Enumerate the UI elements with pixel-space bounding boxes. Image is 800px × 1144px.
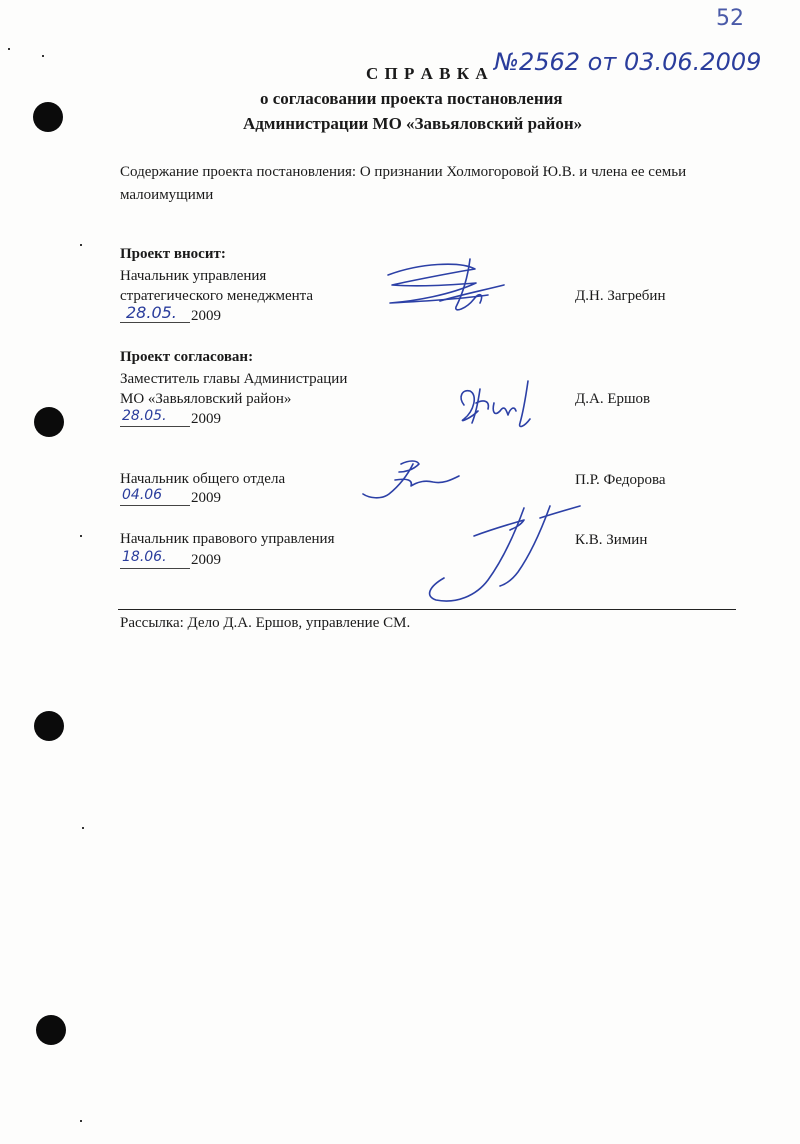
- date-underline: [120, 322, 190, 323]
- scan-speck: [8, 48, 10, 50]
- document-title: С П Р А В К А: [366, 64, 489, 83]
- separator-line: [118, 609, 736, 610]
- approved-heading: Проект согласован:: [120, 349, 254, 365]
- submitter-year: 2009: [191, 308, 221, 324]
- registration-number-handwritten: №2562 от 03.06.2009: [494, 48, 762, 76]
- submitter-position-line2: стратегического менеджмента: [120, 288, 314, 304]
- signer2-date-handwritten: 04.06: [122, 487, 163, 503]
- signer3-date-handwritten: 18.06.: [122, 549, 167, 565]
- signer1-position-line2: МО «Завьяловский район»: [120, 391, 292, 407]
- signer3-year: 2009: [191, 552, 221, 568]
- content-line1: Содержание проекта постановления: О признании Холмогоровой Ю.В. и члена ее семьи: [120, 164, 687, 180]
- submitted-heading: Проект вносит:: [120, 246, 226, 262]
- scan-speck: [42, 55, 44, 57]
- date-underline: [120, 505, 190, 506]
- signer1-date-handwritten: 28.05.: [122, 408, 167, 424]
- binder-hole-1: [33, 102, 63, 132]
- signature-zimin: [400, 500, 590, 610]
- page-number-handwritten: 52: [716, 6, 744, 31]
- signer1-year: 2009: [191, 411, 221, 427]
- scan-speck: [80, 535, 82, 537]
- signer3-name: К.В. Зимин: [575, 532, 648, 548]
- signature-ershov: [450, 375, 550, 435]
- signature-zagrebin: [380, 255, 510, 325]
- scan-speck: [80, 244, 82, 246]
- signer2-name: П.Р. Федорова: [575, 472, 666, 488]
- signer3-position-line1: Начальник правового управления: [120, 531, 335, 547]
- signer2-position-line1: Начальник общего отдела: [120, 471, 286, 487]
- submitter-position-line1: Начальник управления: [120, 268, 267, 284]
- document-subtitle-line2: Администрации МО «Завьяловский район»: [243, 114, 583, 133]
- date-underline: [120, 568, 190, 569]
- signer2-year: 2009: [191, 490, 221, 506]
- submitter-name: Д.Н. Загребин: [575, 288, 666, 304]
- binder-hole-3: [34, 711, 64, 741]
- distribution-text: Рассылка: Дело Д.А. Ершов, управление СМ.: [120, 615, 411, 631]
- scan-speck: [80, 1120, 82, 1122]
- content-line2: малоимущими: [120, 187, 214, 203]
- document-subtitle-line1: о согласовании проекта постановления: [260, 89, 563, 108]
- binder-hole-4: [36, 1015, 66, 1045]
- signer1-name: Д.А. Ершов: [575, 391, 651, 407]
- binder-hole-2: [34, 407, 64, 437]
- date-underline: [120, 426, 190, 427]
- signer1-position-line1: Заместитель главы Администрации: [120, 371, 348, 387]
- scan-speck: [82, 827, 84, 829]
- submitter-date-handwritten: 28.05.: [126, 303, 177, 322]
